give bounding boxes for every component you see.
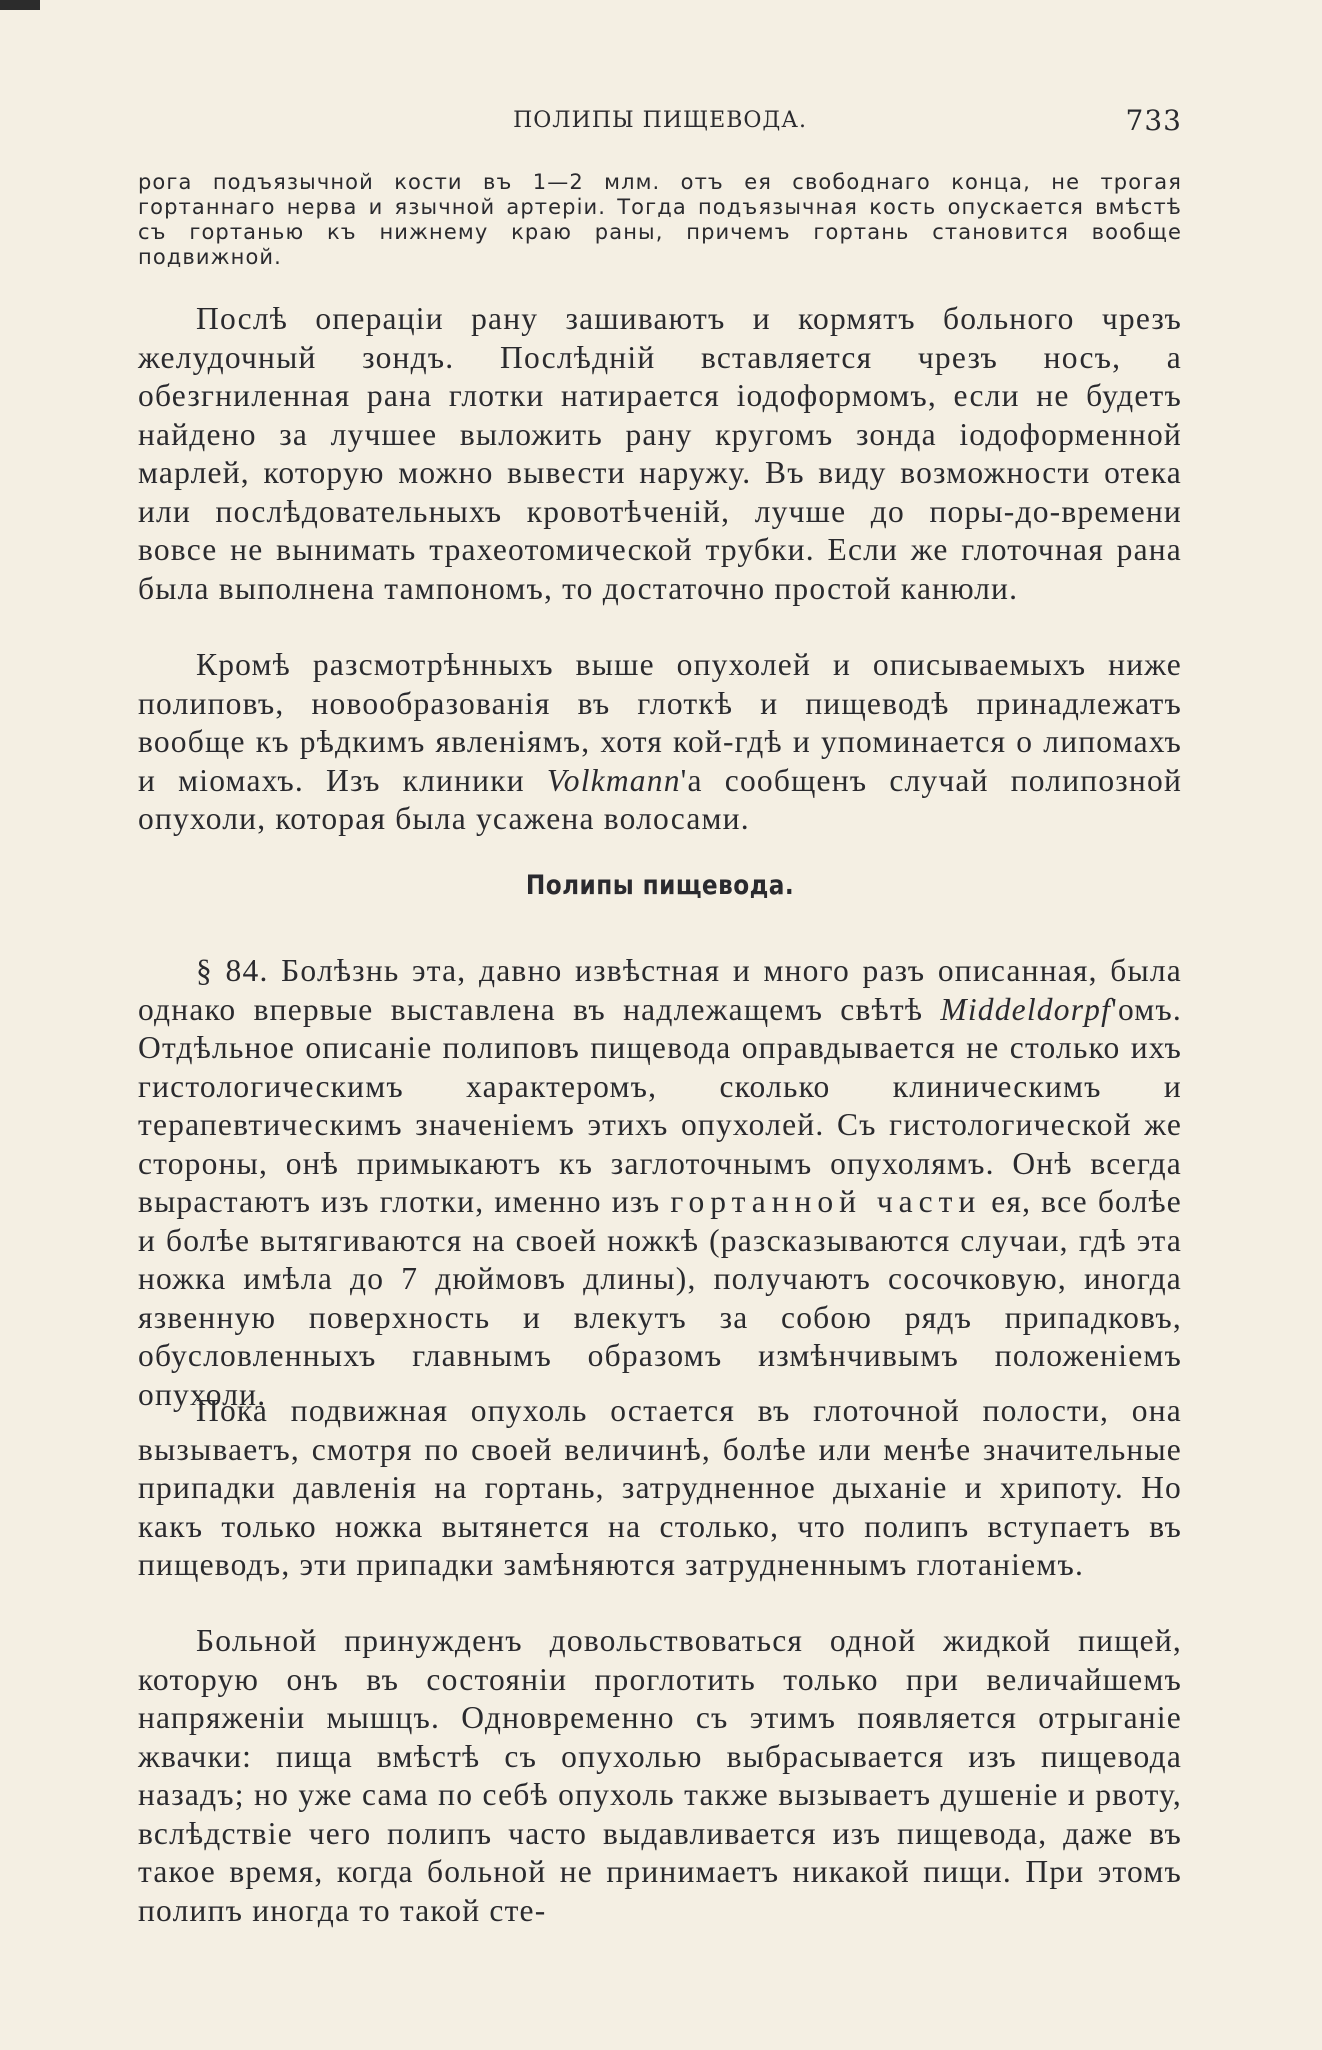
page-edge-mark [0, 0, 40, 10]
text-segment: § 84. Болѣзнь эта, давно извѣстная и много разъ описанная, была однако впервые выставлена въ надлежащемъ свѣтѣ [138, 953, 1182, 1027]
running-title: ПОЛИПЫ ПИЩЕВОДА. [513, 108, 807, 133]
text-segment: ея, все болѣе и болѣе вытягиваются на своей ножкѣ (разсказываются случаи, гдѣ эта ножка имѣла до 7 дюймовъ длины), получаютъ сосочковую, иногда язвенную поверхность и влекутъ за собою рядъ припадковъ, обусловленныхъ главнымъ образомъ измѣнчивымъ положеніемъ опухоли. [138, 1184, 1182, 1412]
page-number: 733 [1125, 104, 1182, 137]
emphasized-text: гортанной части [670, 1184, 982, 1219]
section-heading: Полипы пищевода. [525, 870, 795, 901]
author-name-middeldorpf: Middeldorpf [940, 991, 1112, 1027]
author-name-volkmann: Volkmann [546, 762, 681, 798]
paragraph-text [138, 952, 1182, 1414]
paragraph-after-operation [138, 300, 1182, 608]
text-segment: Кромѣ разсмотрѣнныхъ выше опухолей и описываемыхъ ниже полиповъ, новообразованія въ глоткѣ и пищеводѣ принадлежатъ вообще къ рѣдкимъ явленіямъ, хотя кой-гдѣ и упоминается о липомахъ и міомахъ. Изъ клиники [138, 647, 1182, 798]
text-segment: 'а сообщенъ случай полипозной опухоли, которая была усажена волосами. [138, 762, 1182, 836]
paragraph-text [138, 646, 1182, 839]
paragraph-mobile-tumor [138, 1392, 1182, 1585]
paragraph-section-84 [138, 952, 1182, 1414]
paragraph-patient-diet [138, 1622, 1182, 1930]
paragraph-text: Пока подвижная опухоль остается въ глоточной полости, она вызываетъ, смотря по своей величинѣ, болѣе или менѣе значительные припадки давленія на гортань, затрудненное дыханіе и хрипоту. Но какъ только ножка вытянется на столько, что полипъ вступаетъ въ пищеводъ, эти припадки замѣняются затрудненнымъ глотаніемъ. [138, 1393, 1182, 1582]
small-print-paragraph: рога подъязычной кости въ 1—2 млм. отъ ея свободнаго конца, не трогая гортаннаго нерва и язычной артеріи. Тогда подъязычная кость опускается вмѣстѣ съ гортанью къ нижнему краю раны, причемъ гортань становится вообще подвижной. [138, 170, 1182, 269]
text-segment: 'омъ. Отдѣльное описаніе полиповъ пищевода оправдывается не столько ихъ гистологическимъ характеромъ, сколько клиническимъ и терапевтическимъ значеніемъ этихъ опухолей. Съ гистологической же стороны, онѣ примыкаютъ къ заглоточнымъ опухолямъ. Онѣ всегда вырастаютъ изъ глотки, именно изъ [138, 991, 1182, 1219]
paragraph-text: Послѣ операціи рану зашиваютъ и кормятъ больного чрезъ желудочный зондъ. Послѣдній вставляется чрезъ носъ, а обезгниленная рана глотки натирается іодоформомъ, если не будетъ найдено за лучшее выложить рану кругомъ зонда іодоформенной марлей, которую можно вывести наружу. Въ виду возможности отека или послѣдовательныхъ кровотѣченій, лучше до поры-до-времени вовсе не вынимать трахеотомической трубки. Если же глоточная рана была выполнена тампономъ, то достаточно простой канюли. [138, 301, 1182, 606]
paragraph-text: Больной принужденъ довольствоваться одной жидкой пищей, которую онъ въ состояніи проглотить только при величайшемъ напряженіи мышцъ. Одновременно съ этимъ появляется отрыганіе жвачки: пища вмѣстѣ съ опухолью выбрасывается изъ пищевода назадъ; но уже сама по себѣ опухоль также вызываетъ душеніе и рвоту, вслѣдствіе чего полипъ часто выдавливается изъ пищевода, даже въ такое время, когда больной не принимаетъ никакой пищи. При этомъ полипъ иногда то такой сте- [138, 1623, 1182, 1928]
page-header [138, 104, 1182, 148]
paragraph-rare-tumors [138, 646, 1182, 839]
